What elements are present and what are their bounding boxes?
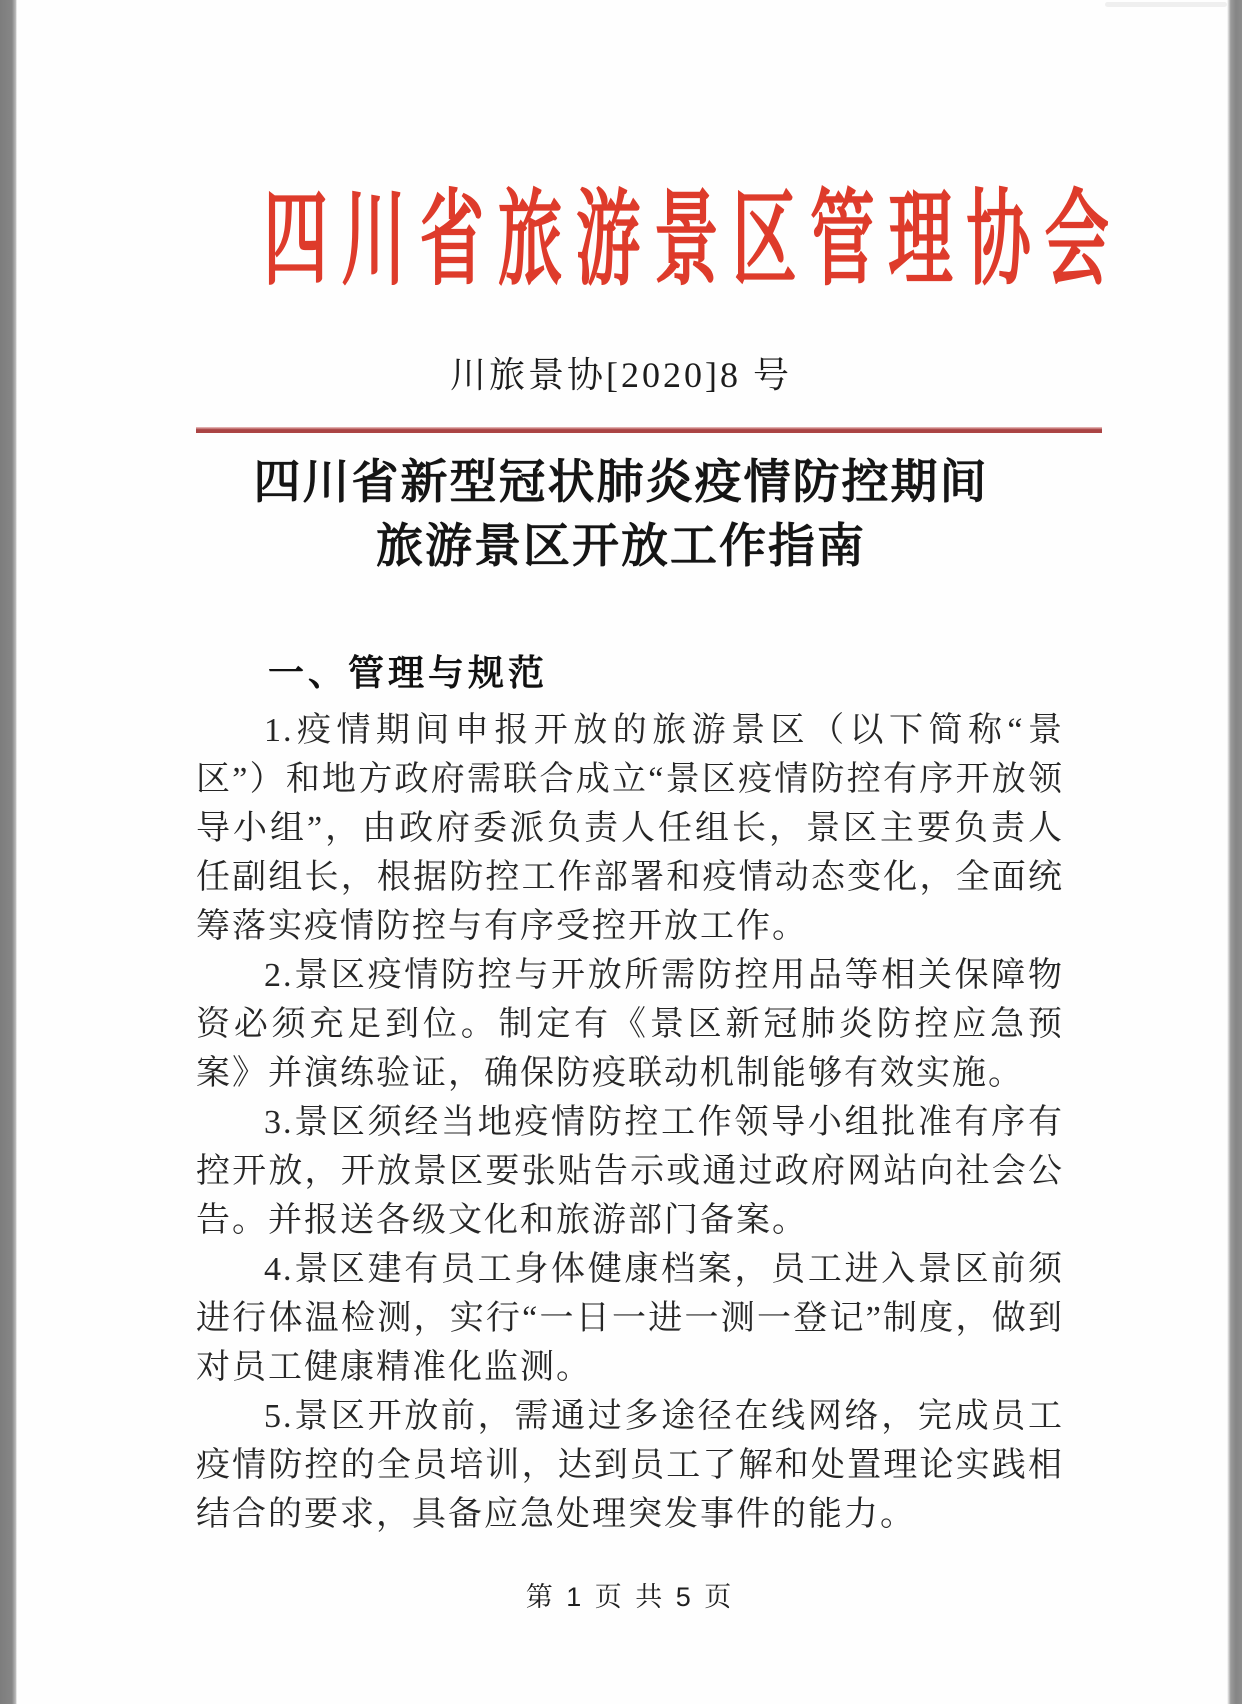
scan-artifact-top-right bbox=[1105, 2, 1227, 7]
paragraph-4: 4.景区建有员工身体健康档案，员工进入景区前须进行体温检测，实行“一日一进一测一登记”制度，做到对员工健康精准化监测。 bbox=[196, 1251, 1064, 1386]
document-body bbox=[196, 650, 1064, 1539]
paragraph-2: 2.景区疫情防控与开放所需防控用品等相关保障物资必须充足到位。制定有《景区新冠肺炎防控应急预案》并演练验证，确保防疫联动机制能够有效实施。 bbox=[196, 957, 1064, 1092]
document-title-line-1: 四川省新型冠状肺炎疫情防控期间 bbox=[253, 455, 989, 508]
letterhead-rule bbox=[196, 427, 1102, 433]
paragraph-1: 1.疫情期间申报开放的旅游景区（以下简称“景区”）和地方政府需联合成立“景区疫情防控有序开放领导小组”，由政府委派负责人任组长，景区主要负责人任副组长，根据防控工作部署和疫情动态变化，全面统筹落实疫情防控与有序受控开放工作。 bbox=[196, 712, 1064, 945]
org-title bbox=[0, 178, 1242, 304]
document-title-line-2: 旅游景区开放工作指南 bbox=[376, 519, 866, 572]
page-footer: 第 1 页 共 5 页 bbox=[525, 1582, 735, 1612]
org-title-text: 四川省旅游景区管理协会 bbox=[263, 183, 1123, 298]
doc-number: 川旅景协[2020]8 号 bbox=[450, 355, 792, 395]
section-heading: 一、管理与规范 bbox=[268, 652, 549, 693]
paragraph-5: 5.景区开放前，需通过多途径在线网络，完成员工疫情防控的全员培训，达到员工了解和处置理论实践相结合的要求，具备应急处理突发事件的能力。 bbox=[196, 1398, 1064, 1533]
document-title bbox=[0, 450, 1242, 578]
paragraph-3: 3.景区须经当地疫情防控工作领导小组批准有序有控开放，开放景区要张贴告示或通过政府网站向社会公告。并报送各级文化和旅游部门备案。 bbox=[196, 1104, 1064, 1239]
